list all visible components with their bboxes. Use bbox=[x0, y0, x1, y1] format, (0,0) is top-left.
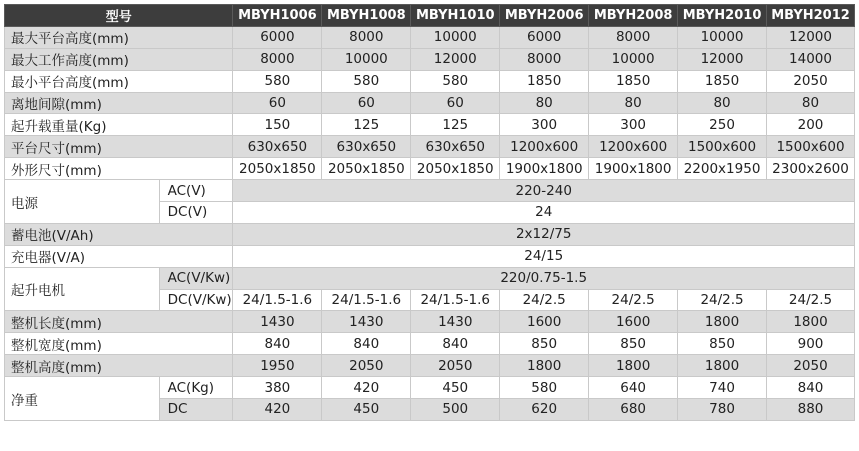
row-machine-width bbox=[5, 333, 855, 355]
value-cell: 1850 bbox=[500, 70, 589, 92]
value-cell: 60 bbox=[233, 92, 322, 114]
row-overall-size bbox=[5, 158, 855, 180]
value-cell: 1500x600 bbox=[678, 136, 767, 158]
value-cell: 2050 bbox=[322, 355, 411, 377]
row-label: 蓄电池(V/Ah) bbox=[5, 223, 233, 245]
value-cell: 2050 bbox=[767, 70, 855, 92]
value-cell: 840 bbox=[411, 333, 500, 355]
value-cell: 24/2.5 bbox=[589, 289, 678, 311]
value-cell: 580 bbox=[500, 377, 589, 399]
row-label: 最大平台高度(mm) bbox=[5, 26, 233, 48]
value-cell: 125 bbox=[322, 114, 411, 136]
value-cell: 850 bbox=[678, 333, 767, 355]
row-label: 最大工作高度(mm) bbox=[5, 48, 233, 70]
row-label: 起升载重量(Kg) bbox=[5, 114, 233, 136]
value-cell: 740 bbox=[678, 377, 767, 399]
value-cell: 2x12/75 bbox=[233, 223, 855, 245]
value-cell: 1800 bbox=[500, 355, 589, 377]
value-cell: 14000 bbox=[767, 48, 855, 70]
row-lifting-capacity bbox=[5, 114, 855, 136]
model-header: MBYH1008 bbox=[322, 5, 411, 27]
row-battery bbox=[5, 223, 855, 245]
header-row bbox=[5, 5, 855, 27]
value-cell: 8000 bbox=[589, 26, 678, 48]
model-header: MBYH2008 bbox=[589, 5, 678, 27]
value-cell: 24/15 bbox=[233, 245, 855, 267]
row-label: 最小平台高度(mm) bbox=[5, 70, 233, 92]
row-charger bbox=[5, 245, 855, 267]
row-label: 净重 bbox=[5, 377, 160, 421]
row-label: 电源 bbox=[5, 180, 160, 224]
row-label: 起升电机 bbox=[5, 267, 160, 311]
value-cell: 200 bbox=[767, 114, 855, 136]
value-cell: 840 bbox=[767, 377, 855, 399]
value-cell: 10000 bbox=[589, 48, 678, 70]
value-cell: 1200x600 bbox=[589, 136, 678, 158]
model-header: MBYH2012 bbox=[767, 5, 855, 27]
value-cell: 1800 bbox=[678, 311, 767, 333]
value-cell: 680 bbox=[589, 399, 678, 421]
value-cell: 6000 bbox=[500, 26, 589, 48]
value-cell: 780 bbox=[678, 399, 767, 421]
row-max-working-height bbox=[5, 48, 855, 70]
row-label: 整机长度(mm) bbox=[5, 311, 233, 333]
value-cell: 10000 bbox=[322, 48, 411, 70]
value-cell: 2050x1850 bbox=[233, 158, 322, 180]
value-cell: 8000 bbox=[233, 48, 322, 70]
value-cell: 2050 bbox=[411, 355, 500, 377]
value-cell: 80 bbox=[767, 92, 855, 114]
value-cell: 640 bbox=[589, 377, 678, 399]
value-cell: 12000 bbox=[767, 26, 855, 48]
value-cell: 450 bbox=[411, 377, 500, 399]
value-cell: 420 bbox=[233, 399, 322, 421]
value-cell: 450 bbox=[322, 399, 411, 421]
value-cell: 10000 bbox=[411, 26, 500, 48]
value-cell: 1800 bbox=[767, 311, 855, 333]
value-cell: 580 bbox=[411, 70, 500, 92]
value-cell: 60 bbox=[411, 92, 500, 114]
sub-label: DC(V/Kw) bbox=[159, 289, 233, 311]
value-cell: 1430 bbox=[411, 311, 500, 333]
model-header: MBYH1010 bbox=[411, 5, 500, 27]
value-cell: 24/2.5 bbox=[678, 289, 767, 311]
sub-label: AC(Kg) bbox=[159, 377, 233, 399]
row-machine-height bbox=[5, 355, 855, 377]
sub-label: AC(V/Kw) bbox=[159, 267, 233, 289]
value-cell: 580 bbox=[322, 70, 411, 92]
value-cell: 8000 bbox=[322, 26, 411, 48]
value-cell: 1800 bbox=[589, 355, 678, 377]
row-max-platform-height bbox=[5, 26, 855, 48]
value-cell: 150 bbox=[233, 114, 322, 136]
value-cell: 850 bbox=[589, 333, 678, 355]
value-cell: 2050x1850 bbox=[322, 158, 411, 180]
value-cell: 620 bbox=[500, 399, 589, 421]
value-cell: 24/1.5-1.6 bbox=[411, 289, 500, 311]
value-cell: 1200x600 bbox=[500, 136, 589, 158]
value-cell: 1430 bbox=[233, 311, 322, 333]
value-cell: 2300x2600 bbox=[767, 158, 855, 180]
value-cell: 2200x1950 bbox=[678, 158, 767, 180]
row-lift-motor-ac bbox=[5, 267, 855, 289]
value-cell: 125 bbox=[411, 114, 500, 136]
value-cell: 630x650 bbox=[411, 136, 500, 158]
value-cell: 1600 bbox=[589, 311, 678, 333]
value-cell: 220/0.75-1.5 bbox=[233, 267, 855, 289]
row-min-platform-height bbox=[5, 70, 855, 92]
value-cell: 850 bbox=[500, 333, 589, 355]
value-cell: 300 bbox=[500, 114, 589, 136]
value-cell: 840 bbox=[322, 333, 411, 355]
sub-label: DC bbox=[159, 399, 233, 421]
row-label: 整机宽度(mm) bbox=[5, 333, 233, 355]
model-header: MBYH2010 bbox=[678, 5, 767, 27]
value-cell: 24/2.5 bbox=[767, 289, 855, 311]
value-cell: 250 bbox=[678, 114, 767, 136]
row-label: 整机高度(mm) bbox=[5, 355, 233, 377]
row-label: 离地间隙(mm) bbox=[5, 92, 233, 114]
row-label: 外形尺寸(mm) bbox=[5, 158, 233, 180]
value-cell: 80 bbox=[678, 92, 767, 114]
row-machine-length bbox=[5, 311, 855, 333]
value-cell: 1600 bbox=[500, 311, 589, 333]
value-cell: 24/2.5 bbox=[500, 289, 589, 311]
row-platform-size bbox=[5, 136, 855, 158]
value-cell: 60 bbox=[322, 92, 411, 114]
value-cell: 1850 bbox=[589, 70, 678, 92]
value-cell: 1900x1800 bbox=[589, 158, 678, 180]
value-cell: 840 bbox=[233, 333, 322, 355]
value-cell: 500 bbox=[411, 399, 500, 421]
value-cell: 24 bbox=[233, 202, 855, 224]
value-cell: 580 bbox=[233, 70, 322, 92]
row-net-weight-ac bbox=[5, 377, 855, 399]
model-header: MBYH2006 bbox=[500, 5, 589, 27]
row-ground-clearance bbox=[5, 92, 855, 114]
value-cell: 880 bbox=[767, 399, 855, 421]
value-cell: 1850 bbox=[678, 70, 767, 92]
value-cell: 900 bbox=[767, 333, 855, 355]
value-cell: 1430 bbox=[322, 311, 411, 333]
value-cell: 300 bbox=[589, 114, 678, 136]
value-cell: 1800 bbox=[678, 355, 767, 377]
value-cell: 10000 bbox=[678, 26, 767, 48]
sub-label: DC(V) bbox=[159, 202, 233, 224]
value-cell: 220-240 bbox=[233, 180, 855, 202]
value-cell: 630x650 bbox=[233, 136, 322, 158]
value-cell: 80 bbox=[589, 92, 678, 114]
value-cell: 380 bbox=[233, 377, 322, 399]
sub-label: AC(V) bbox=[159, 180, 233, 202]
row-label: 平台尺寸(mm) bbox=[5, 136, 233, 158]
value-cell: 24/1.5-1.6 bbox=[322, 289, 411, 311]
value-cell: 12000 bbox=[411, 48, 500, 70]
row-label: 充电器(V/A) bbox=[5, 245, 233, 267]
value-cell: 2050x1850 bbox=[411, 158, 500, 180]
model-header: MBYH1006 bbox=[233, 5, 322, 27]
value-cell: 6000 bbox=[233, 26, 322, 48]
value-cell: 630x650 bbox=[322, 136, 411, 158]
value-cell: 1900x1800 bbox=[500, 158, 589, 180]
value-cell: 24/1.5-1.6 bbox=[233, 289, 322, 311]
row-power-ac bbox=[5, 180, 855, 202]
model-header-label: 型号 bbox=[5, 5, 233, 27]
value-cell: 8000 bbox=[500, 48, 589, 70]
spec-table bbox=[4, 4, 855, 421]
value-cell: 2050 bbox=[767, 355, 855, 377]
value-cell: 1500x600 bbox=[767, 136, 855, 158]
value-cell: 1950 bbox=[233, 355, 322, 377]
value-cell: 12000 bbox=[678, 48, 767, 70]
value-cell: 420 bbox=[322, 377, 411, 399]
value-cell: 80 bbox=[500, 92, 589, 114]
